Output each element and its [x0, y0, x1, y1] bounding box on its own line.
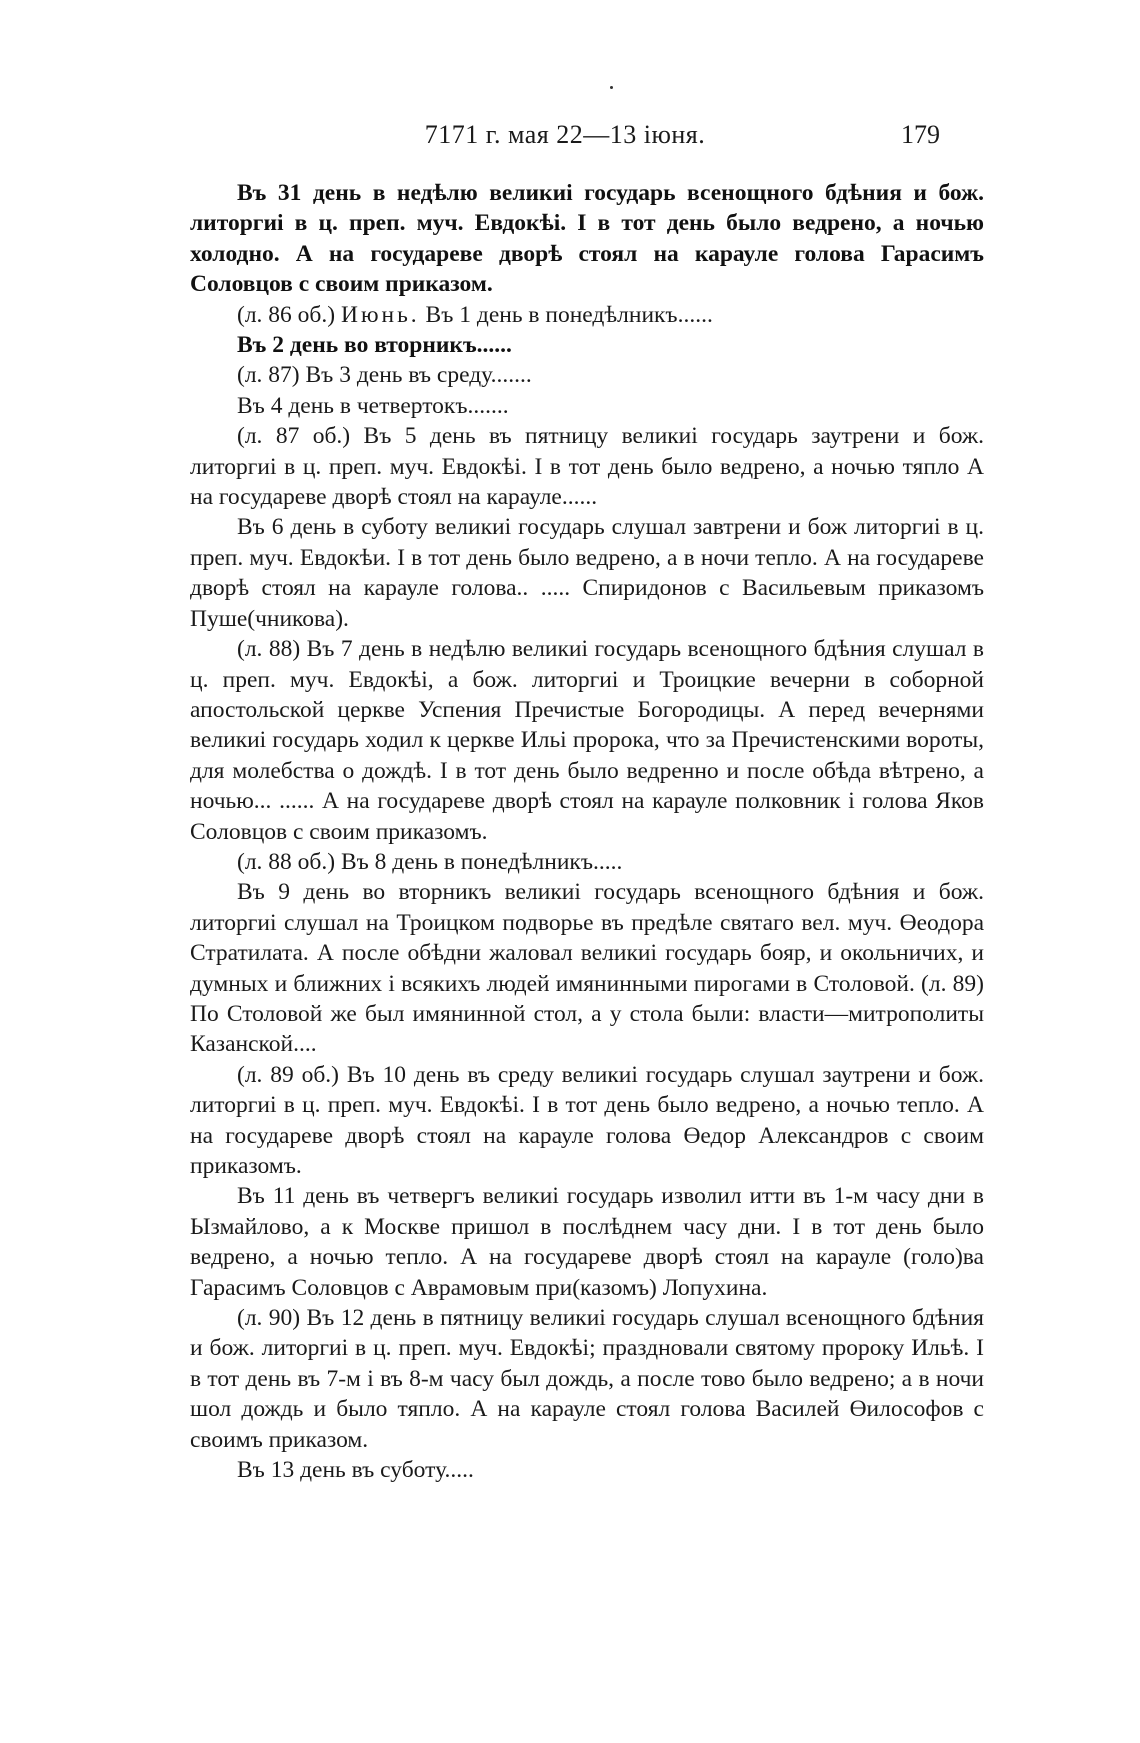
- body-text: [190, 178, 984, 1485]
- paragraph-text: Въ 1 день в понедѣлникъ......: [419, 301, 713, 328]
- paragraph-day-10: (л. 89 об.) Въ 10 день въ среду великиі государь слушал заутрени и бож. литоргиі в ц. преп. муч. Евдокѣі. I в тот день было ведрено, а ночью тепло. А на государеве дворѣ стоял на карауле голова Өедор Александров с своим приказомъ.: [190, 1061, 984, 1179]
- folio-reference: (л. 86 об.): [237, 301, 341, 328]
- paragraph-day-8: (л. 88 об.) Въ 8 день в понедѣлникъ.....: [237, 848, 623, 875]
- paragraph-day-4: Въ 4 день в четвертокъ.......: [237, 392, 509, 419]
- paragraph-day-7: (л. 88) Въ 7 день в недѣлю великиі государь всенощного бдѣния слушал в ц. преп. муч. Евдокѣі, а бож. литоргиі и Троицкие вечерни в соборной апостольской церкве Успения Пречистые Богородицы. А перед вечернями великиі государь ходил к церкве Ильі пророка, что за Пречистенскими вороты, для молебства о дождѣ. I в тот день было ведренно и после обѣда вѣтрено, а ночью... ...... А на государеве дворѣ стоял на карауле полковник і голова Яков Соловцов с своим приказомъ.: [190, 636, 984, 845]
- running-title: 7171 г. мая 22—13 іюня.: [424, 120, 706, 149]
- paragraph-june-1: [190, 300, 984, 330]
- paragraph-day-3: (л. 87) Въ 3 день въ среду.......: [237, 362, 532, 389]
- running-head: [190, 120, 940, 154]
- paragraph-day-6: Въ 6 день в суботу великиі государь слушал завтрени и бож литоргиі в ц. преп. муч. Евдокѣи. I в тот день было ведрено, а в ночи тепло. А на государеве дворѣ стоял на карауле голова.. ..... Спиридонов с Васильевым приказомъ Пуше(чникова).: [190, 514, 984, 632]
- print-speck: [610, 86, 613, 89]
- page-number: 179: [901, 120, 940, 149]
- month-heading: Июнь.: [340, 301, 420, 328]
- paragraph-day-9: Въ 9 день во вторникъ великиі государь всенощного бдѣния и бож. литоргиі слушал на Троицком подворье въ предѣле святаго вел. муч. Өеодора Стратилата. А после обѣдни жаловал великиі государь бояр, и окольничих, и думных и ближних і всякихъ людей имянинными пирогами в Столовой. (л. 89) По Столовой же был имянинной стол, а у стола были: власти—митрополиты Казанской....: [190, 879, 984, 1058]
- paragraph-day-2: Въ 2 день во вторникъ......: [237, 332, 512, 359]
- paragraph-day-31: Въ 31 день в недѣлю великиі государь всенощного бдѣния и бож. литоргиі в ц. преп. муч. Евдокѣі. I в тот день было ведрено, а ночью холодно. А на государеве дворѣ стоял на карауле голова Гарасимъ Соловцов с своим приказом.: [190, 180, 984, 298]
- paragraph-day-11: Въ 11 день въ четвергъ великиі государь изволил итти въ 1-м часу дни в Ызмайлово, а к Москве пришол в послѣднем часу дни. I в тот день было ведрено, а ночью тепло. А на государеве дворѣ стоял на карауле (голо)ва Гарасимъ Соловцов с Аврамовым при(казомъ) Лопухина.: [190, 1183, 984, 1301]
- paragraph-day-5: (л. 87 об.) Въ 5 день въ пятницу великиі государь заутрени и бож. литоргиі в ц. преп. муч. Евдокѣі. I в тот день было ведрено, а ночью тяпло А на государеве дворѣ стоял на карауле......: [190, 423, 984, 511]
- paragraph-day-12: (л. 90) Въ 12 день в пятницу великиі государь слушал всенощного бдѣния и бож. литоргиі в ц. преп. муч. Евдокѣі; праздновали святому пророку Ильѣ. I в тот день въ 7-м і въ 8-м часу был дождь, а после тово было ведрено; а в ночи шол дождь и было тяпло. А на карауле стоял голова Василей Өилософов с своимъ приказом.: [190, 1305, 984, 1453]
- paragraph-day-13: Въ 13 день въ суботу.....: [237, 1457, 474, 1484]
